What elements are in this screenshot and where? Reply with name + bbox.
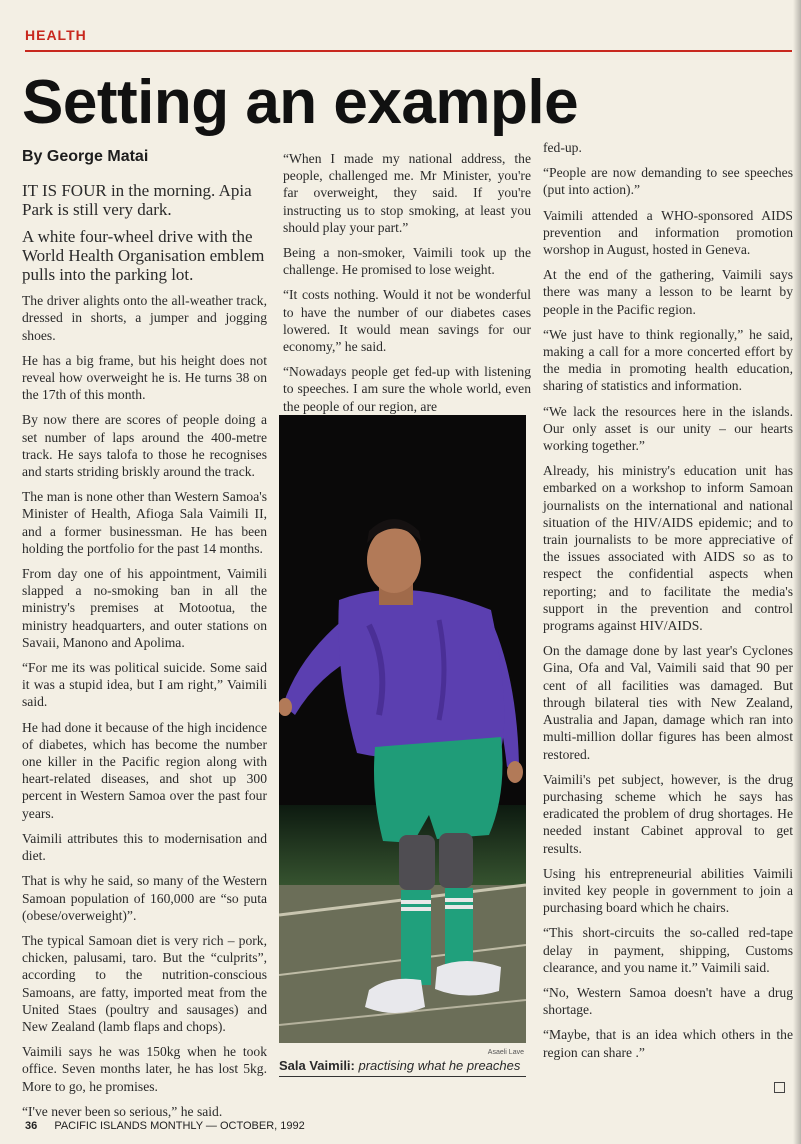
paragraph: “This short-circuits the so-called red-tape delay in payment, shipping, Customs clearance, and you name it.” Vaimili said. [543,925,793,975]
paragraph: “We just have to think regionally,” he said, making a call for a more concerted effort by the media in promoting health education, sharing of statistics and information. [543,326,793,394]
paragraph: Vaimili's pet subject, however, is the drug purchasing scheme which he says has eradicated the problem of drug shortages. He needed instant Cabinet approval to get results. [543,771,793,856]
paragraph: “Maybe, that is an idea which others in the region can share .” [543,1027,793,1060]
byline: By George Matai [22,148,149,165]
paragraph: fed-up. [543,140,582,155]
publication-line: PACIFIC ISLANDS MONTHLY — OCTOBER, 1992 [54,1120,305,1132]
paragraph: He has a big frame, but his height does not reveal how overweight he is. He turns 38 on the 17th of this month. [22,352,267,403]
jogging-man-illustration [279,415,526,1043]
paragraph: “No, Western Samoa doesn't have a drug shortage. [543,984,793,1018]
column-1 [22,148,267,1128]
paragraph: “It costs nothing. Would it not be wonderful to have the number of our diabetes cases lowered. It would mean savings for our economy,” he said. [283,287,531,355]
column-2 [283,150,531,423]
page-edge-shadow [793,0,801,1144]
caption-text: practising what he preaches [358,1058,521,1073]
photo-credit: Asaeli Lave [487,1049,524,1056]
paragraph: “For me its was political suicide. Some said it was a stupid idea, but I am right,” Vaimili said. [22,660,267,710]
paragraph: By now there are scores of people doing a set number of laps around the 400-metre track. He says talofa to those he recognises and starts striding briskly around the track. [22,412,267,480]
photo-caption [279,1058,526,1077]
caption-name: Sala Vaimili: [279,1058,355,1073]
paragraph: “When I made my national address, the people, challenged me. Mr Minister, you're far overweight, they said. If you're instructing us to stop smoking, at least you should play your part.” [283,151,531,235]
page-number: 36 [25,1120,38,1132]
paragraph: “Nowadays people get fed-up with listening to speeches. I am sure the whole world, even the people of our region, are [283,364,531,414]
paragraph: From day one of his appointment, Vaimili slapped a no-smoking ban in all the ministry's premises at Motootua, the ministry headquarters, and outer stations on Savaii, Manono and Apolima. [22,566,267,650]
section-label: HEALTH [25,27,87,43]
paragraph: IT IS FOUR in the morning. Apia Park is still very dark. [22,181,252,220]
column-3 [543,139,793,1069]
paragraph: Using his entrepreneurial abilities Vaimili invited key people in government to join a purchasing board which he chairs. [543,865,793,916]
paragraph: The man is none other than Western Samoa's Minister of Health, Afioga Sala Vaimili II, and a former businessman. He has been holding the portfolio for the past 14 months. [22,489,267,556]
paragraph: “I've never been so serious,” he said. [22,1103,223,1119]
header-rule [25,50,792,52]
paragraph: Being a non-smoker, Vaimili took up the challenge. He promised to lose weight. [283,245,531,278]
article-photo [279,415,526,1043]
paragraph: That is why he said, so many of the Western Samoan population of 160,000 are “so puta (obese/overweight)”. [22,873,267,923]
paragraph: Vaimili attributes this to modernisation and diet. [22,830,267,864]
paragraph: Vaimili attended a WHO-sponsored AIDS prevention and information promotion worshop in August, hosted in Geneva. [543,207,793,258]
paragraph: At the end of the gathering, Vaimili says there was many a lesson to be learnt by people in the Pacific region. [543,267,793,317]
paragraph: He had done it because of the high incidence of diabetes, which has become the number one killer in the Pacific region along with heart-related diseases, and shot up 300 percent in Western Samoa over the past four years. [22,719,267,821]
paragraph: Already, his ministry's education unit has embarked on a workshop to inform Samoan journalists on the international and national situation of the HIV/AIDS epidemic; and to train journalists to be more appreciative of the issues associated with AIDS so as to respect the confidential aspects when reporting; and to facilitate the media's support in the prevention and control programs against HIV/AIDS. [543,463,793,634]
paragraph: A white four-wheel drive with the World Health Organisation emblem pulls into the parking lot. [22,227,265,285]
paragraph: The typical Samoan diet is very rich – pork, chicken, palusami, taro. But the “culprits”, according to the nutrition-conscious Samoans, are fatty, imported meat from the United Staes (poultry and sausages) and New Zealand (lamb flaps and chops). [22,932,267,1034]
paragraph: The driver alights onto the all-weather track, dressed in shorts, a jumper and jogging shoes. [22,293,267,343]
paragraph: Vaimili says he was 150kg when he took office. Seven months later, he has lost 5kg. More to go, he promises. [22,1044,267,1094]
end-of-article-mark [774,1082,785,1093]
paragraph: “People are now demanding to see speeches (put into action).” [543,165,793,198]
paragraph: On the damage done by last year's Cyclones Gina, Ofa and Val, Vaimili said that 90 per cent of all facilities was damaged. But through bilateral ties with New Zealand, Australia and Japan, damage which ran into multi-million dollar figures has been almost restored. [543,643,793,762]
paragraph: “We lack the resources here in the islands. Our only asset is our unity – our hearts working together.” [543,403,793,454]
page-footer [25,1120,305,1132]
article-headline: Setting an example [22,68,579,137]
